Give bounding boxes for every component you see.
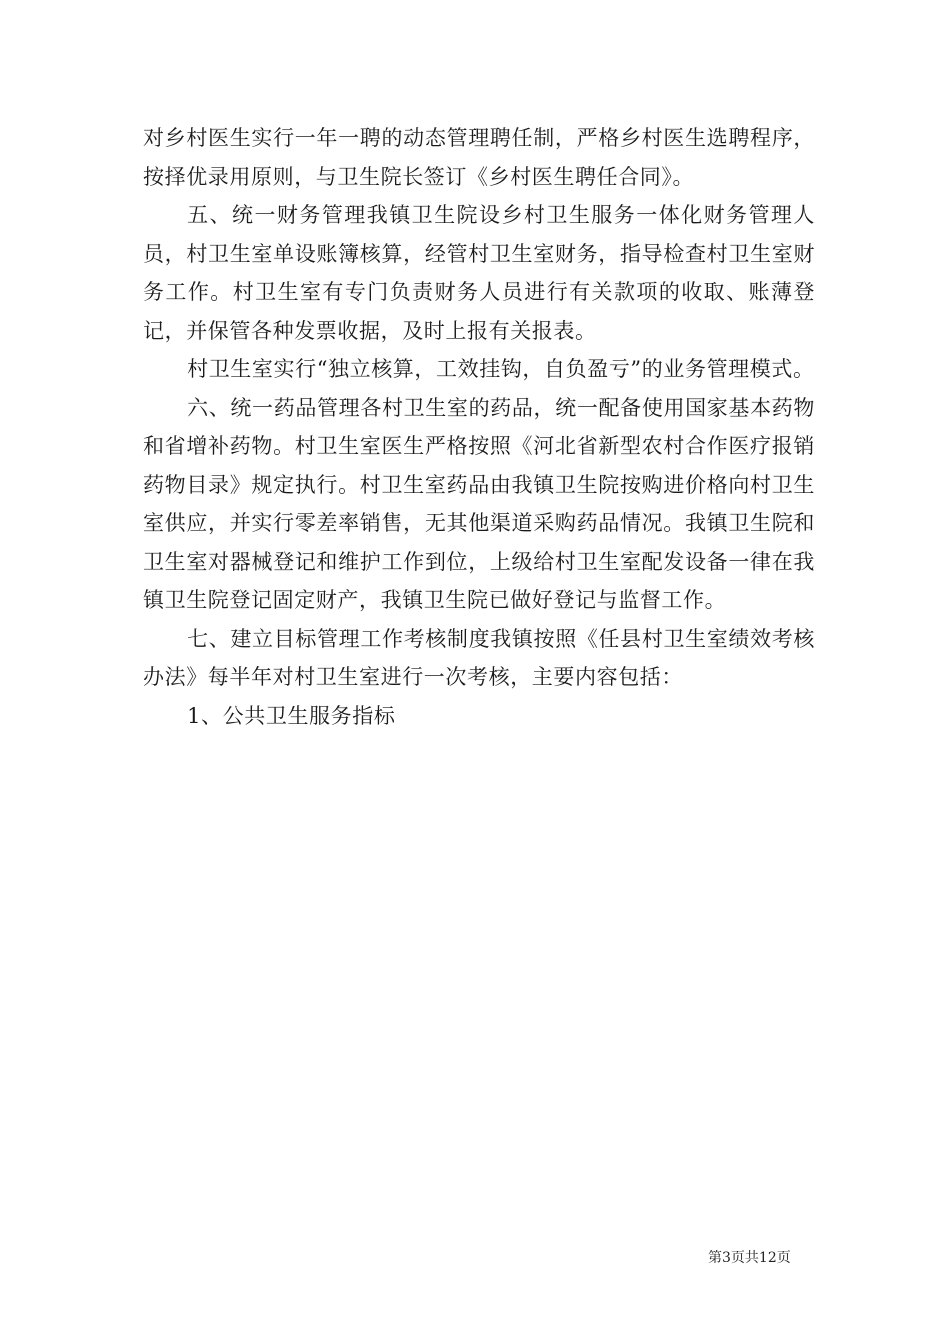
paragraph-4: 六、统一药品管理各村卫生室的药品，统一配备使用国家基本药物和省增补药物。村卫生室医生严格按照《河北省新型农村合作医疗报销药物目录》规定执行。村卫生室药品由我镇卫生院按购进价格向村卫生室供应，并实行零差率销售，无其他渠道采购药品情况。我镇卫生院和卫生室对器械登记和维护工作到位，上级给村卫生室配发设备一律在我镇卫生院登记固定财产，我镇卫生院已做好登记与监督工作。 <box>143 395 815 612</box>
paragraph-1: 对乡村医生实行一年一聘的动态管理聘任制，严格乡村医生选聘程序，按择优录用原则，与卫生院长签订《乡村医生聘任合同》。 <box>143 126 815 189</box>
paragraph-3: 村卫生室实行“独立核算，工效挂钩，自负盈亏”的业务管理模式。 <box>187 357 815 381</box>
paragraph-5: 七、建立目标管理工作考核制度我镇按照《任县村卫生室绩效考核办法》每半年对村卫生室进行一次考核，主要内容包括： <box>143 626 815 689</box>
page-number-footer: 第3页共12页 <box>708 1250 791 1266</box>
document-body <box>143 119 815 735</box>
paragraph-2: 五、统一财务管理我镇卫生院设乡村卫生服务一体化财务管理人员，村卫生室单设账簿核算，经管村卫生室财务，指导检查村卫生室财务工作。村卫生室有专门负责财务人员进行有关款项的收取、账薄登记，并保管各种发票收据，及时上报有关报表。 <box>143 203 815 343</box>
paragraph-6: 1、公共卫生服务指标 <box>187 703 396 728</box>
